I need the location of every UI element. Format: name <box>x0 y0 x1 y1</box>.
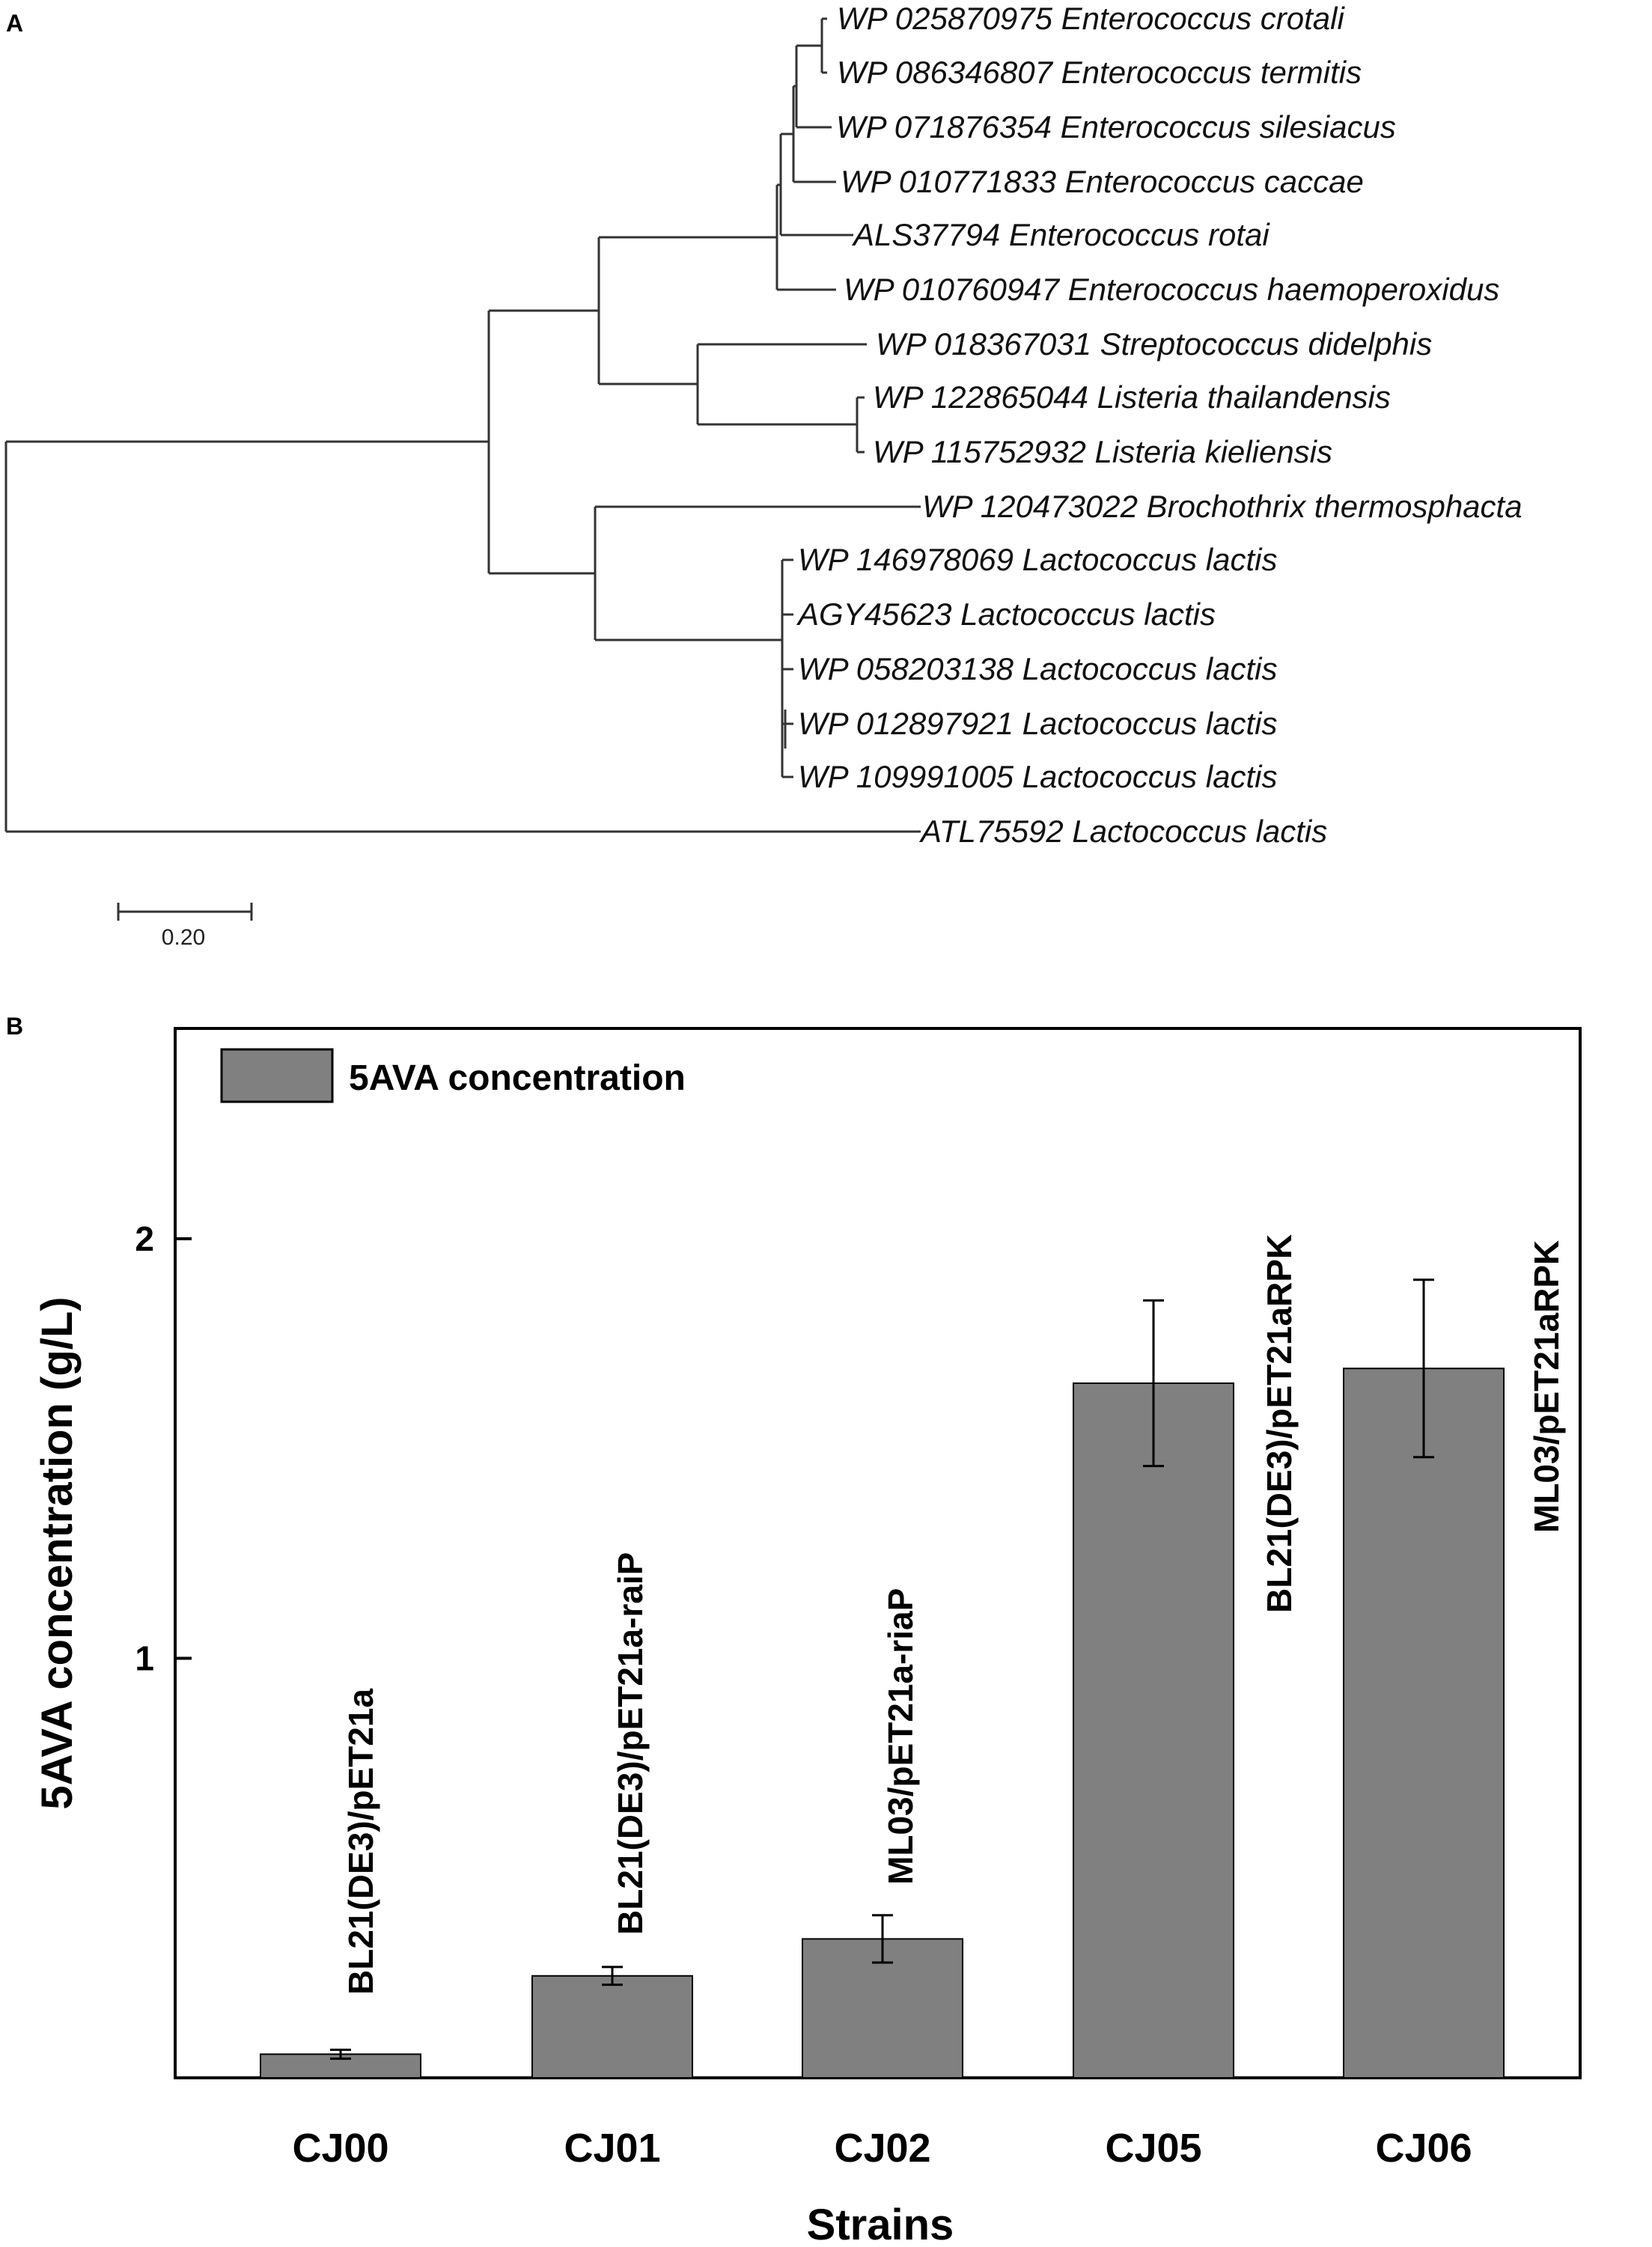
tree-tip-label: WP 018367031 Streptococcus didelphis <box>876 326 1433 362</box>
tree-tip-labels <box>796 1 1523 849</box>
x-axis-title: Strains <box>806 2201 954 2247</box>
category-label: CJ01 <box>564 2126 661 2171</box>
scale-bar-label: 0.20 <box>161 925 206 950</box>
bar-annotation: BL21(DE3)/pET21a-raiP <box>611 1552 650 1935</box>
tree-tip-label: WP 115752932 Listeria kieliensis <box>873 434 1333 469</box>
scale-bar <box>118 903 252 950</box>
panel-b-label: B <box>6 1013 24 1040</box>
tree-tip-label: WP 120473022 Brochothrix thermosphacta <box>922 489 1523 524</box>
tree-tip-label: WP 010771833 Enterococcus caccae <box>841 164 1364 199</box>
bar-annotation: BL21(DE3)/pET21a <box>341 1688 380 1995</box>
bar-cj01 <box>532 1976 692 2078</box>
category-label: CJ06 <box>1375 2126 1472 2171</box>
bar-annotation: ML03/pET21a-riaP <box>881 1588 920 1885</box>
tree-tip-label: WP 146978069 Lactococcus lactis <box>798 542 1278 577</box>
tree-tip-label: WP 109991005 Lactococcus lactis <box>798 759 1278 794</box>
legend-entry: 5AVA concentration <box>349 1058 686 1098</box>
bar-cj06 <box>1344 1368 1504 2078</box>
tree-tip-label: WP 012897921 Lactococcus lactis <box>798 706 1278 741</box>
phylogenetic-tree-panel <box>6 1 1523 950</box>
category-label: CJ05 <box>1105 2126 1202 2171</box>
bar-cj05 <box>1073 1383 1234 2078</box>
tree-tip-label: WP 122865044 Listeria thailandensis <box>873 379 1391 415</box>
panel-a-label: A <box>6 10 24 37</box>
bar-chart-panel <box>6 1013 1580 2247</box>
bar-annotation: BL21(DE3)/pET21aRPK <box>1260 1234 1299 1613</box>
tree-tip-label: AGY45623 Lactococcus lactis <box>798 597 1216 632</box>
y-tick-label: 1 <box>135 1638 154 1678</box>
bar-annotation: ML03/pET21aRPK <box>1527 1240 1566 1533</box>
y-axis-title: 5AVA concentration (g/L) <box>33 1296 82 1810</box>
category-label: CJ00 <box>292 2126 389 2171</box>
tree-tip-label: WP 058203138 Lactococcus lactis <box>798 651 1278 686</box>
tree-tip-label: WP 010760947 Enterococcus haemoperoxidus <box>844 272 1500 307</box>
y-tick-label: 2 <box>135 1219 154 1258</box>
category-label: CJ02 <box>834 2126 931 2171</box>
tree-tip-label: WP 071876354 Enterococcus silesiacus <box>836 109 1396 144</box>
x-axis-category-labels <box>292 2126 1472 2171</box>
tree-tip-label: ALS37794 Enterococcus rotai <box>853 217 1270 252</box>
tree-branches <box>6 19 921 832</box>
legend-swatch <box>222 1049 332 1102</box>
tree-tip-label: WP 086346807 Enterococcus termitis <box>837 55 1362 90</box>
tree-tip-label: ATL75592 Lactococcus lactis <box>921 814 1328 849</box>
tree-tip-label: WP 025870975 Enterococcus crotali <box>837 1 1344 36</box>
